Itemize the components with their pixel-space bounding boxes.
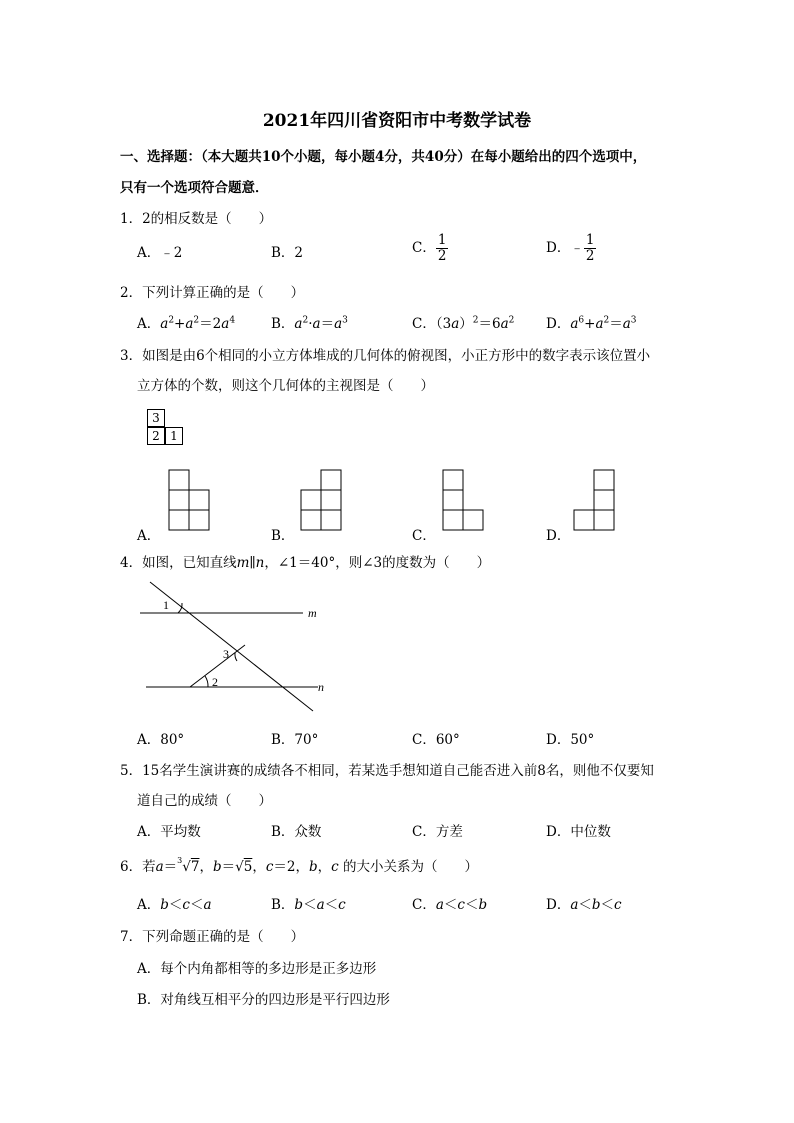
label-angle-1: 1 <box>163 598 169 612</box>
q5-option-b: B．众数 <box>271 824 322 840</box>
q3-option-b: B． <box>271 528 295 544</box>
q4-option-b: B．70° <box>271 732 319 748</box>
q4-figure <box>138 578 338 713</box>
q1-option-a: A．﹣2 <box>137 245 183 261</box>
q4-option-c: C．60° <box>412 732 460 748</box>
q5-option-c: C．方差 <box>412 824 463 840</box>
label-angle-2: 2 <box>212 675 218 689</box>
q3-option-d: D． <box>546 528 571 544</box>
q7-stem: 7．下列命题正确的是（ ） <box>120 929 305 945</box>
q2-option-d: D．$a^6+a^2=a^3$ <box>546 315 637 332</box>
q6-stem: 6．若a＝$^3$√7，b＝√5，c＝2，b，c 的大小关系为（ ） <box>120 855 478 875</box>
q2-option-b: B．$a^2\cdot a=a^3$ <box>271 315 348 332</box>
q4-option-d: D．50° <box>546 732 595 748</box>
q1-option-d: D．﹣ $\frac{1}{2}$ <box>546 232 595 264</box>
q4-stem: 4．如图，已知直线m∥n，∠1＝40°，则∠3的度数为（ ） <box>120 555 491 571</box>
q1-option-b: B．2 <box>271 245 304 261</box>
section-heading-line1: 一、选择题：（本大题共10个小题，每小题4分，共40分）在每小题给出的四个选项中， <box>120 149 647 165</box>
q6-option-a: A．b＜c＜a <box>137 897 212 913</box>
q2-option-a: A．$a^2+a^2=2a^4$ <box>137 315 236 332</box>
label-angle-3: 3 <box>223 647 229 661</box>
q3-option-a: A． <box>137 528 161 544</box>
q1-stem: 1．2的相反数是（ ） <box>120 211 273 227</box>
q7-option-a: A．每个内角都相等的多边形是正多边形 <box>137 961 377 977</box>
q2-stem: 2．下列计算正确的是（ ） <box>120 285 305 301</box>
q5-option-a: A．平均数 <box>137 824 201 840</box>
q5-option-d: D．中位数 <box>546 824 611 840</box>
q3-stem-line1: 3．如图是由6个相同的小立方体堆成的几何体的俯视图，小正方形中的数字表示该位置小 <box>120 348 651 364</box>
section-heading-line2: 只有一个选项符合题意． <box>120 180 269 196</box>
q1-option-c: C． $\frac{1}{2}$ <box>412 232 447 264</box>
q2-option-c: C．$(3a)^2=6a^2$ <box>412 315 515 332</box>
q5-stem-line2: 道自己的成绩（ ） <box>137 793 272 809</box>
q3-option-figures <box>0 465 794 545</box>
q6-option-c: C．a＜c＜b <box>412 897 488 913</box>
angle-2-arc <box>205 676 208 687</box>
transversal <box>150 582 313 711</box>
top-view-cell: 3 <box>147 409 165 427</box>
q5-stem-line1: 5．15名学生演讲赛的成绩各不相同，若某选手想知道自己能否进入前8名，则他不仅要知 <box>120 763 654 779</box>
label-m: m <box>308 606 317 620</box>
top-view-cell: 1 <box>165 427 183 445</box>
page-title: 2021年四川省资阳市中考数学试卷 <box>262 111 532 131</box>
label-n: n <box>318 680 324 694</box>
top-view-cell: 2 <box>147 427 165 445</box>
q7-option-b: B．对角线互相平分的四边形是平行四边形 <box>137 992 390 1008</box>
q3-stem-line2: 立方体的个数，则这个几何体的主视图是（ ） <box>137 378 434 394</box>
q3-option-c: C． <box>412 528 436 544</box>
q6-option-b: B．b＜a＜c <box>271 897 346 913</box>
q4-option-a: A．80° <box>137 732 185 748</box>
angle-3-arc <box>235 653 237 661</box>
q6-option-d: D．a＜b＜c <box>546 897 622 913</box>
